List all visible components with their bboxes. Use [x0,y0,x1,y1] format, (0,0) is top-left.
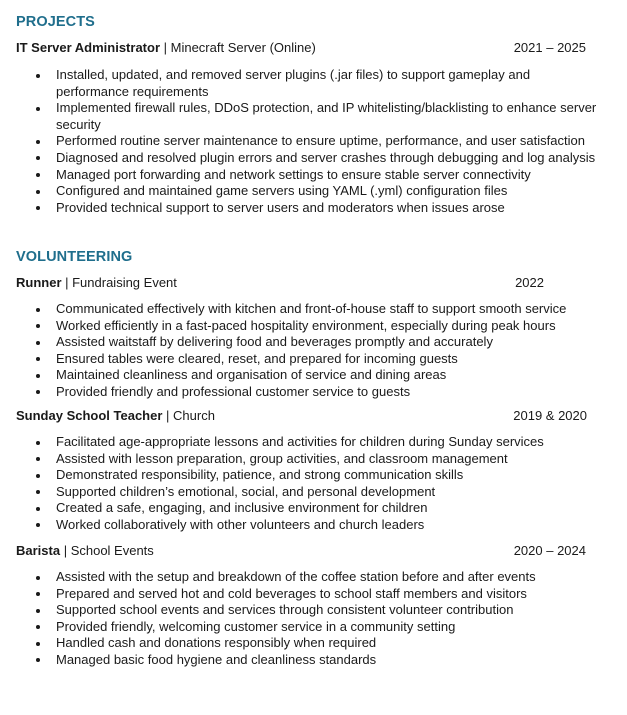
bullet-list-it-server-admin [0,67,627,216]
list-item: Demonstrated responsibility, patience, and strong communication skills [0,467,627,484]
entry-separator: | [162,408,174,423]
entry-separator: | [160,40,171,55]
entry-role: IT Server Administrator [16,40,161,55]
entry-org: Church [173,408,215,423]
list-item: Assisted waitstaff by delivering food and beverages promptly and accurately [0,334,627,351]
list-item: Supported school events and services through consistent volunteer contribution [0,602,627,619]
entry-header-runner [16,275,586,293]
entry-date: 2020 – 2024 [513,543,586,558]
entry-role: Sunday School Teacher [16,408,163,423]
bullet-list-runner [0,301,627,401]
list-item: Facilitated age-appropriate lessons and activities for children during Sunday services [0,434,627,451]
entry-date: 2021 – 2025 [513,40,586,55]
list-item: Ensured tables were cleared, reset, and prepared for incoming guests [0,351,627,368]
list-item: Installed, updated, and removed server plugins (.jar files) to support gameplay and performance requirements [0,67,627,100]
entry-org: Fundraising Event [72,275,177,290]
entry-date: 2022 [515,275,544,290]
list-item: Provided technical support to server users and moderators when issues arose [0,200,627,217]
entry-header-sunday-school-teacher [16,408,586,426]
list-item: Performed routine server maintenance to ensure uptime, performance, and user satisfaction [0,133,627,150]
list-item: Managed port forwarding and network settings to ensure stable server connectivity [0,167,627,184]
section-title-volunteering: VOLUNTEERING [16,249,133,265]
list-item: Maintained cleanliness and organisation of service and dining areas [0,367,627,384]
bullet-list-barista [0,569,627,669]
entry-org: School Events [70,543,154,558]
list-item: Communicated effectively with kitchen and front-of-house staff to support smooth service [0,301,627,318]
entry-org: Minecraft Server (Online) [170,40,316,55]
list-item: Created a safe, engaging, and inclusive environment for children [0,500,627,517]
entry-header-it-server-admin [16,40,586,58]
list-item: Handled cash and donations responsibly when required [0,635,627,652]
list-item: Worked collaboratively with other volunteers and church leaders [0,517,627,534]
list-item: Supported children’s emotional, social, and personal development [0,484,627,501]
list-item: Provided friendly and professional customer service to guests [0,384,627,401]
list-item: Implemented firewall rules, DDoS protection, and IP whitelisting/blacklisting to enhance server security [0,100,627,133]
list-item: Diagnosed and resolved plugin errors and server crashes through debugging and log analysis [0,150,627,167]
entry-date: 2019 & 2020 [513,408,587,423]
bullet-list-sunday-school-teacher [0,434,627,534]
section-title-projects: PROJECTS [16,14,95,30]
list-item: Managed basic food hygiene and cleanliness standards [0,652,627,669]
entry-role: Runner [16,275,62,290]
list-item: Configured and maintained game servers using YAML (.yml) configuration files [0,183,627,200]
entry-header-barista [16,543,586,561]
list-item: Worked efficiently in a fast-paced hospitality environment, especially during peak hours [0,318,627,335]
entry-separator: | [60,543,71,558]
list-item: Prepared and served hot and cold beverages to school staff members and visitors [0,586,627,603]
list-item: Assisted with the setup and breakdown of the coffee station before and after events [0,569,627,586]
entry-separator: | [61,275,73,290]
list-item: Assisted with lesson preparation, group activities, and classroom management [0,451,627,468]
list-item: Provided friendly, welcoming customer service in a community setting [0,619,627,636]
entry-role: Barista [16,543,61,558]
